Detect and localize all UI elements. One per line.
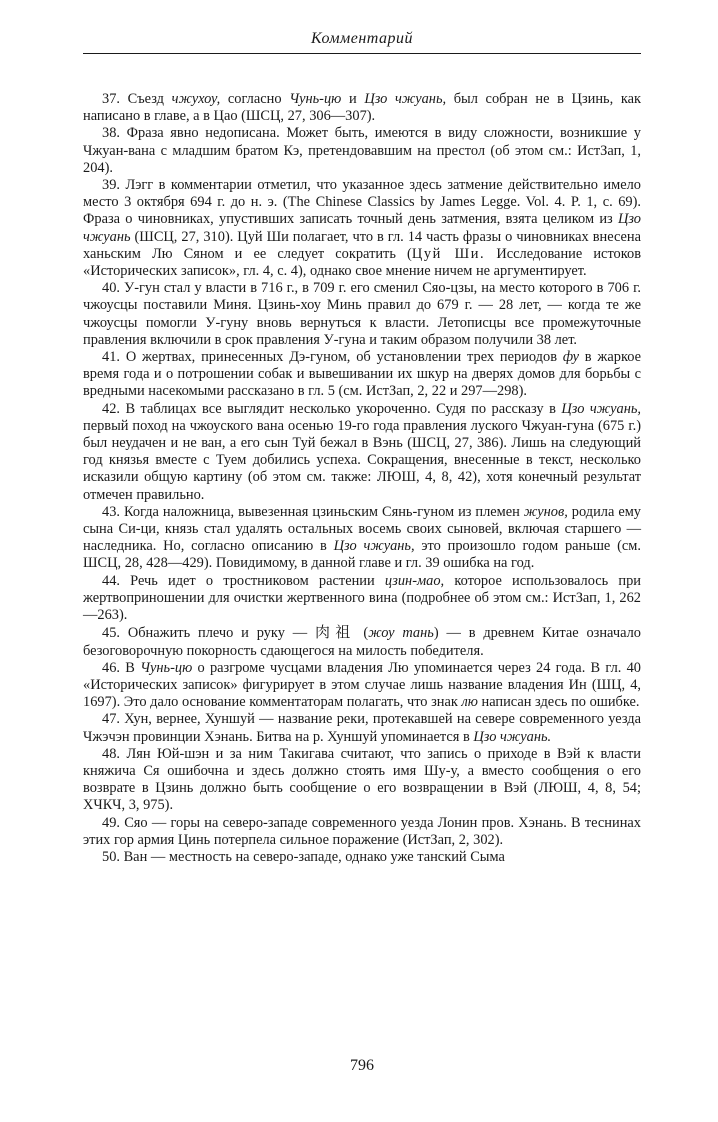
note-text: 44. Речь идет о тростниковом растении — [102, 572, 385, 589]
note-paragraph — [83, 746, 641, 815]
note-paragraph — [83, 849, 641, 866]
italic-term: Цзо чжуань, — [364, 91, 447, 107]
note-text: первый поход на чжоуского вана осенью 19-го года правления луского Чжуан-гуна (675 г.) был неудачен и не ван, а его сын Туй бежал в Вэнь (ШСЦ, 27, 386). Лишь на следующий год князья вместе с Туем добились успеха. Сокращения, внесенные в текст, несколько исказили общую картину (об этом см. также: ЛЮШ, 4, 8, 42), хотя конечный результат отмечен правильно. — [83, 417, 641, 503]
note-text: о разгроме чусцами владения Лю упоминается через 24 года. В гл. 40 «Исторических записок» фигурирует в этом случае лишь название владения Ин (ШЦ, 4, 1697). Это дало основание комментаторам полагать, что знак — [83, 659, 641, 711]
note-text: был собран не в Цзинь, как написано в главе, а в Цао (ШСЦ, 27, 306—307). — [83, 91, 641, 125]
note-text: это произошло годом раньше (см. ШСЦ, 28, 428—429). Повидимому, в данной главе и гл. 39 ошибка на год. — [83, 538, 641, 572]
note-paragraph — [83, 573, 641, 625]
note-text: Исследование истоков «Исторических записок», гл. 4, с. 4), однако свое мнение ничем не аргументирует. — [83, 245, 641, 280]
running-head: Комментарий — [310, 30, 414, 47]
italic-term: Цзо чжуань, — [333, 538, 415, 555]
note-text: написан здесь по ошибке. — [477, 694, 640, 711]
note-paragraph — [83, 660, 641, 712]
italic-term: Чунь-цю — [289, 91, 342, 107]
note-paragraph — [83, 711, 641, 745]
note-paragraph — [83, 280, 641, 349]
note-text: ( — [355, 625, 369, 642]
note-text: родила ему сына Си-ци, князь стал удалять остальных восемь своих сыновей, включая старшего — наследника. Но, согласно описанию в — [83, 503, 642, 555]
note-paragraph — [83, 177, 641, 280]
italic-term: Чунь-цю — [140, 659, 193, 676]
note-text: ) — в древнем Китае означало безоговорочную покорность сдающегося на милость победителя. — [83, 625, 641, 659]
page-number: 796 — [350, 1057, 374, 1074]
note-paragraph — [83, 504, 641, 573]
commentary-body — [83, 91, 641, 866]
chinese-characters: 肉祖 — [315, 623, 356, 642]
note-text: 48. Лян Юй-шэн и за ним Такигава считают, что запись о приходе в Вэй к власти княжича Ся ошибочна и здесь должно стоять имя Шу-у, а вместо сообщения о его возврате в Цзинь должно быть сообщение о его возвращении в Вэй (ЛЮШ, 4, 8, 54; ХЧКЧ, 3, 975). — [83, 745, 641, 814]
note-paragraph — [83, 349, 641, 401]
note-text: 47. Хун, вернее, Хуншуй — название реки, протекавшей на севере современного уезда Чжэчэн провинции Хэнань. Битва на р. Хуншуй упоминается в — [83, 711, 641, 745]
italic-term: чжухоу, — [171, 91, 221, 107]
note-text: 38. Фраза явно недописана. Может быть, имеются в виду сложности, возникшие у Чжуан-вана с младшим братом Кэ, претендовавшим на престол (об этом см.: ИстЗап, 1, 204). — [83, 125, 641, 176]
italic-term: Цзо чжуань. — [473, 728, 552, 745]
note-text: 50. Ван — местность на северо-западе, однако уже танский Сыма — [102, 848, 505, 865]
note-text: и — [341, 91, 365, 107]
note-text: 40. У-гун стал у власти в 716 г., в 709 г. его сменил Сяо-цзы, на место которого в 706 г. чжоусцы поставили Миня. Цзинь-хоу Минь правил до 679 г. — 28 лет, — когда те же чжоусцы помогли У-гуну вновь вернуться к власти. Летописцы все промежуточные правления включили в срок правления У-гуна и таким образом получили 38 лет. — [83, 280, 641, 348]
note-paragraph — [83, 91, 641, 125]
italic-term: Цзо чжуань, — [561, 400, 641, 417]
note-text: в жаркое время года и о потрошении собак и вывешивании их шкур на дверях домов для борьбы с вредными насекомыми рассказано в гл. 5 (см. ИстЗап, 2, 22 и 297—298). — [83, 349, 641, 400]
note-paragraph — [83, 125, 641, 177]
note-text: Цуй Ши. — [411, 245, 486, 262]
italic-term: жоу тань — [368, 625, 434, 642]
note-paragraph — [83, 815, 641, 849]
note-text: согласно — [220, 91, 290, 107]
italic-term: лю — [461, 694, 478, 711]
note-text: 49. Сяо — горы на северо-западе современного уезда Лонин пров. Хэнань. В теснинах этих гор армия Цинь потерпела сильное поражение (ИстЗап, 2, 302). — [83, 814, 641, 848]
note-text: 43. Когда наложница, вывезенная цзиньским Сянь-гуном из племен — [102, 503, 524, 520]
italic-term: Цзо чжуань — [83, 211, 641, 245]
note-text: (ШСЦ, 27, 310). Цуй Ши полагает, что в гл. 14 часть фразы о чиновниках внесена ханьским Лю Сяном и ее следует сократить ( — [83, 228, 641, 262]
note-text: 39. Лэгг в комментарии отметил, что указанное здесь затмение действительно имело место 3 октября 694 г. до н. э. (The Chinese Classics by James Legge. Vol. 4. P. 1, c. 69). Фраза о чиновниках, упустивших записать точный день затмения, взята целиком из — [83, 177, 641, 228]
note-text: 41. О жертвах, принесенных Дэ-гуном, об установлении трех периодов — [102, 349, 563, 366]
italic-term: жунов, — [523, 503, 568, 520]
italic-term: фу — [562, 349, 579, 366]
note-text: 46. В — [102, 659, 141, 676]
header-rule — [83, 53, 641, 54]
note-paragraph — [83, 401, 641, 504]
note-paragraph — [83, 624, 641, 659]
note-text: 37. Съезд — [102, 91, 172, 107]
italic-term: цзин-мао, — [384, 572, 445, 589]
note-text: 45. Обнажить плечо и руку — — [102, 625, 316, 642]
note-text: которое использовалось при жертвоприношении для очистки жертвенного вина (подробнее об этом см.: ИстЗап, 1, 262—263). — [83, 572, 641, 624]
note-text: 42. В таблицах все выглядит несколько укороченно. Судя по рассказу в — [102, 400, 562, 417]
